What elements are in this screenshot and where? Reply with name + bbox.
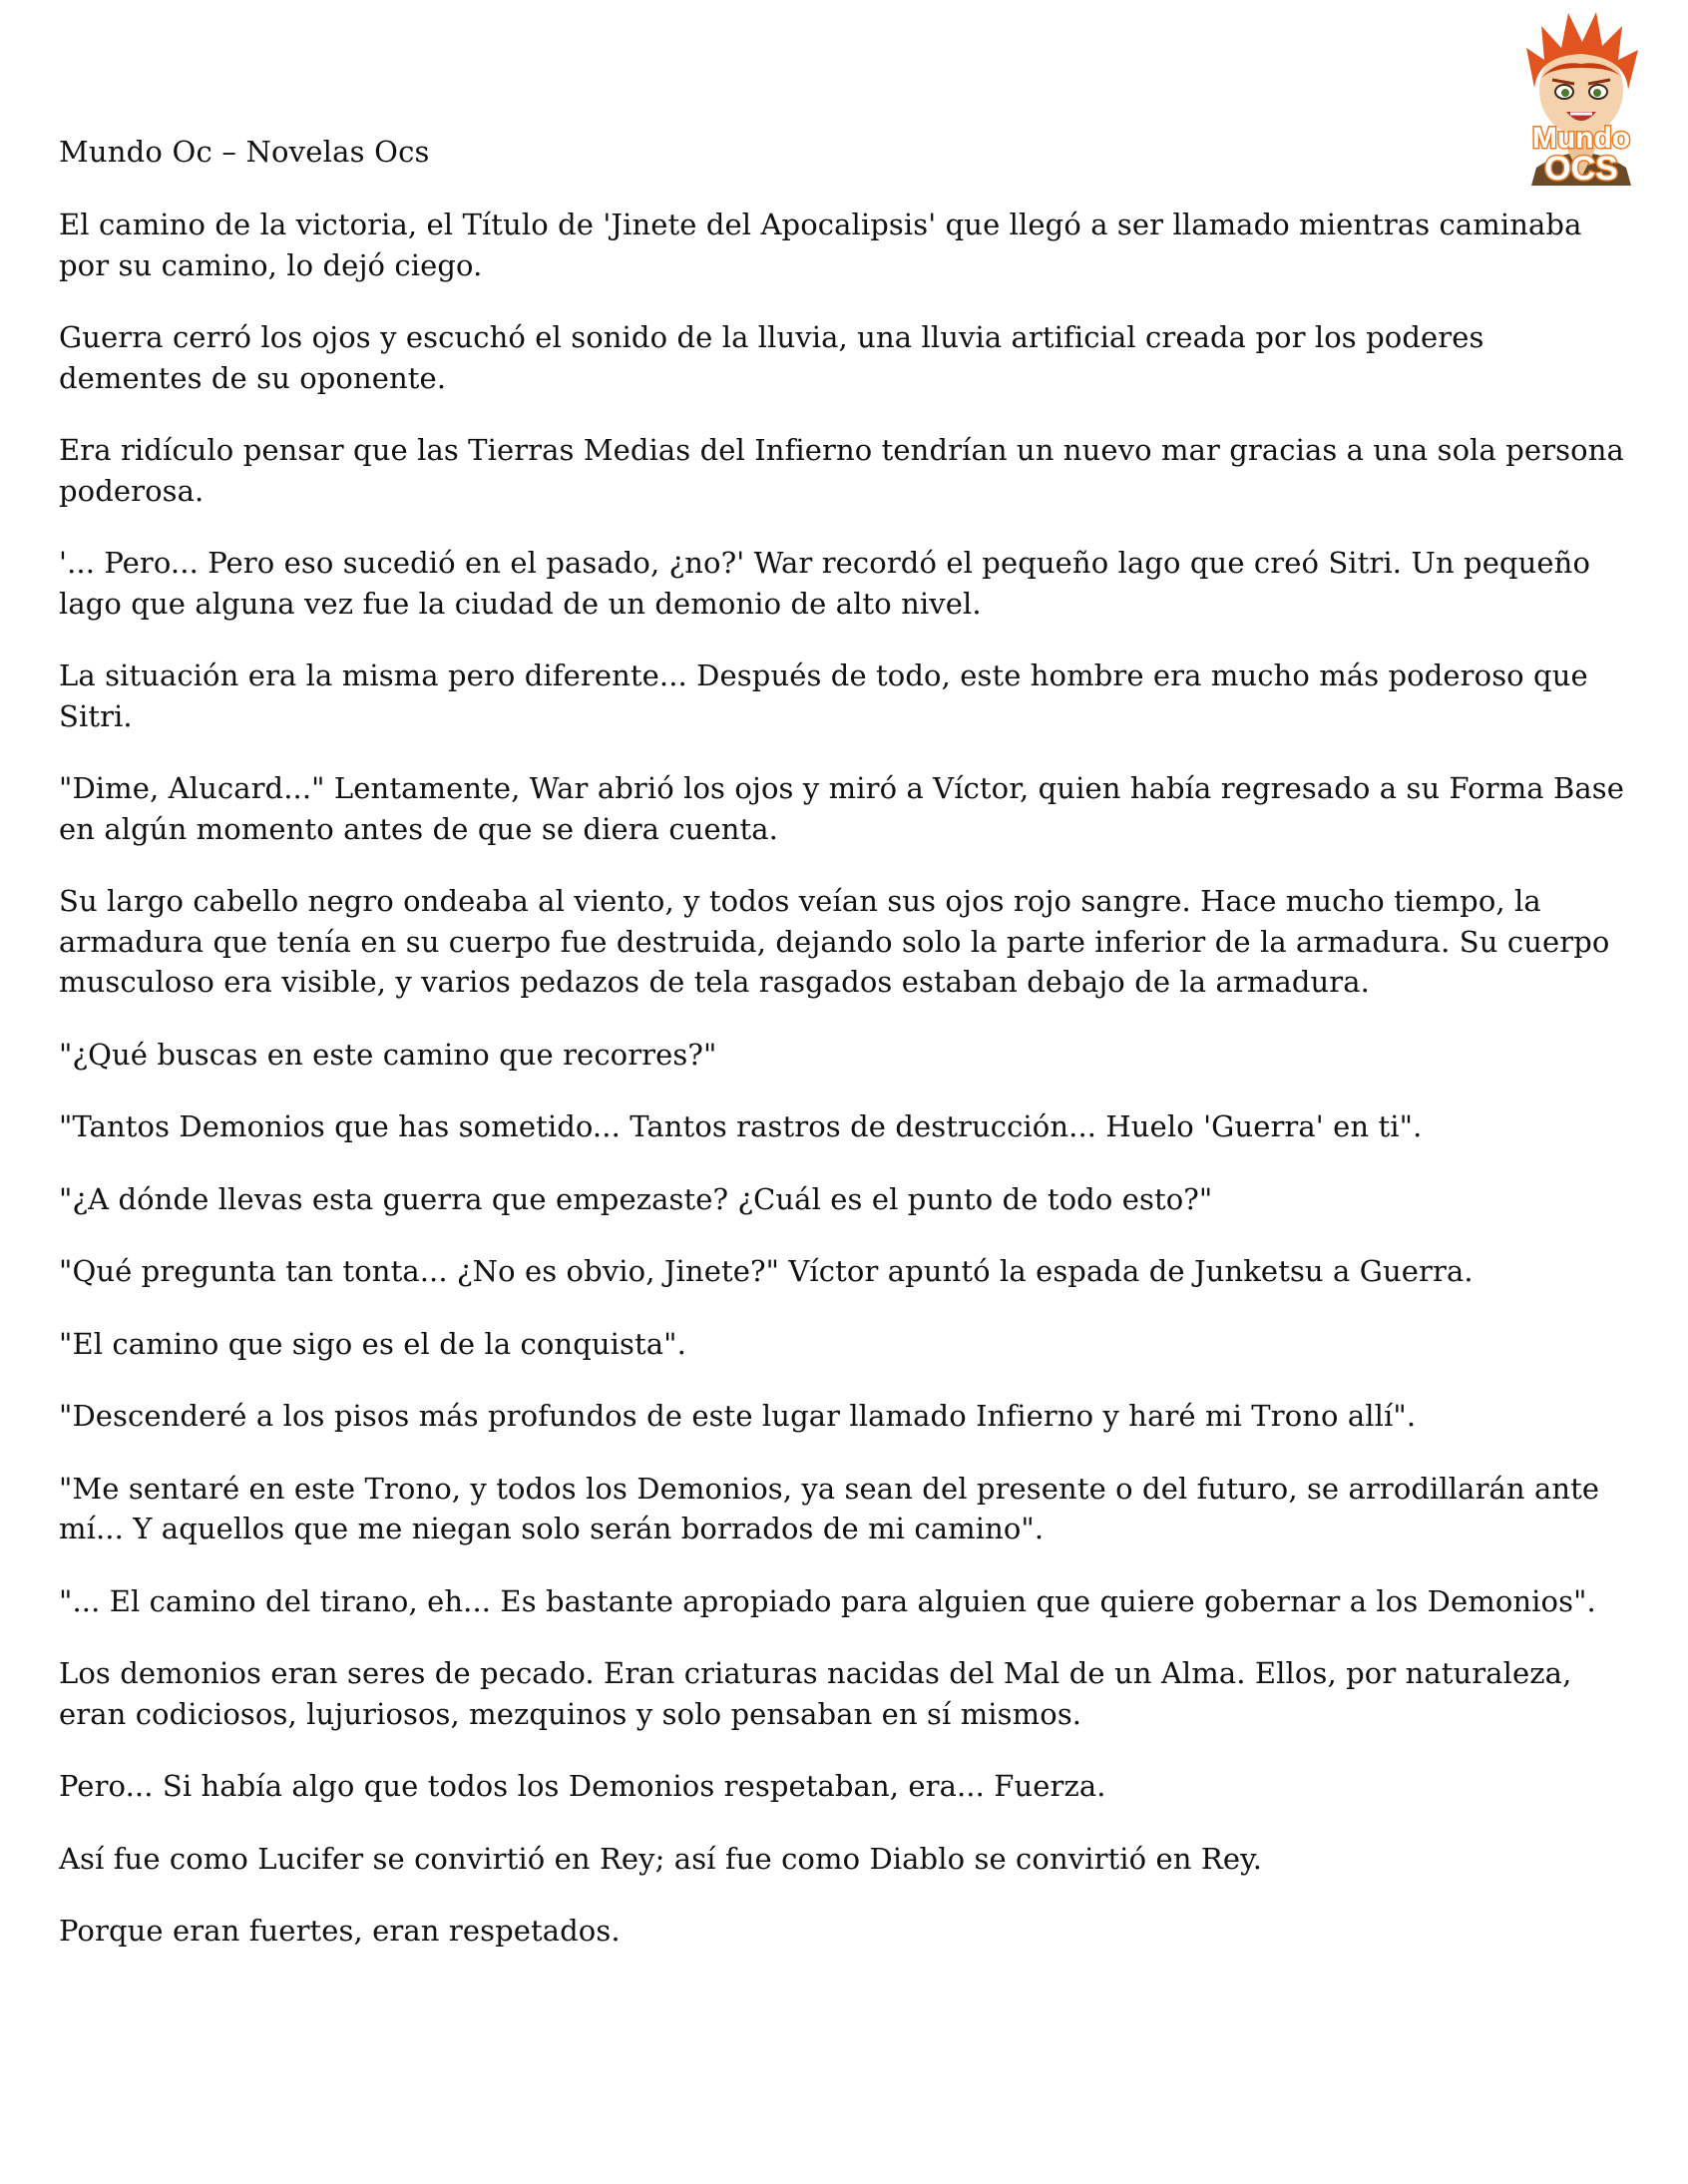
page-header: Mundo Oc – Novelas Ocs xyxy=(59,135,430,169)
paragraph: "Qué pregunta tan tonta... ¿No es obvio, Jinete?" Víctor apuntó la espada de Junketsu a Guerra. xyxy=(59,1254,1474,1288)
mundo-ocs-logo-icon xyxy=(1496,8,1666,186)
document-body xyxy=(59,205,1625,1983)
paragraph: El camino de la victoria, el Título de 'Jinete del Apocalipsis' que llegó a ser llamado mientras caminaba por su camino, lo dejó ciego. xyxy=(59,208,1582,282)
paragraph: "¿A dónde llevas esta guerra que empezaste? ¿Cuál es el punto de todo esto?" xyxy=(59,1181,1213,1216)
paragraph: "Tantos Demonios que has sometido... Tantos rastros de destrucción... Huelo 'Guerra' en ti". xyxy=(59,1109,1423,1143)
paragraph: Así fue como Lucifer se convirtió en Rey; así fue como Diablo se convirtió en Rey. xyxy=(59,1841,1263,1876)
paragraph: "... El camino del tirano, eh... Es bastante apropiado para alguien que quiere gobernar a los Demonios". xyxy=(59,1583,1596,1618)
paragraph: Pero... Si había algo que todos los Demonios respetaban, era... Fuerza. xyxy=(59,1769,1106,1803)
paragraph: "Me sentaré en este Trono, y todos los Demonios, ya sean del presente o del futuro, se arrodillarán ante mí... Y aquellos que me niegan solo serán borrados de mi camino". xyxy=(59,1471,1600,1545)
paragraph: "¿Qué buscas en este camino que recorres?" xyxy=(59,1037,717,1072)
paragraph: Guerra cerró los ojos y escuchó el sonido de la lluvia, una lluvia artificial creada por los poderes dementes de su oponente. xyxy=(59,320,1484,395)
paragraph: '... Pero... Pero eso sucedió en el pasado, ¿no?' War recordó el pequeño lago que creó Sitri. Un pequeño lago que alguna vez fue la ciudad de un demonio de alto nivel. xyxy=(59,546,1591,621)
logo-graphic xyxy=(1496,8,1666,186)
logo-text-top: Mundo xyxy=(1531,122,1631,155)
paragraph: La situación era la misma pero diferente... Después de todo, este hombre era mucho más poderoso que Sitri. xyxy=(59,658,1588,733)
paragraph: Porque eran fuertes, eran respetados. xyxy=(59,1914,621,1948)
paragraph: "El camino que sigo es el de la conquista". xyxy=(59,1326,686,1361)
paragraph: Su largo cabello negro ondeaba al viento, y todos veían sus ojos rojo sangre. Hace mucho tiempo, la armadura que tenía en su cuerpo fue destruida, dejando solo la parte inferior de la armadura. Su cuerpo musculoso era visible, y varios pedazos de tela rasgados estaban debajo de la armadura. xyxy=(59,884,1610,999)
paragraph: Era ridículo pensar que las Tierras Medias del Infierno tendrían un nuevo mar gracias a una sola persona poderosa. xyxy=(59,433,1624,508)
paragraph: "Dime, Alucard..." Lentamente, War abrió los ojos y miró a Víctor, quien había regresado a su Forma Base en algún momento antes de que se diera cuenta. xyxy=(59,771,1625,846)
paragraph: Los demonios eran seres de pecado. Eran criaturas nacidas del Mal de un Alma. Ellos, por naturaleza, eran codiciosos, lujuriosos, mezquinos y solo pensaban en sí mismos. xyxy=(59,1656,1572,1731)
logo-text-bottom: OCS xyxy=(1544,150,1618,186)
paragraph: "Descenderé a los pisos más profundos de este lugar llamado Infierno y haré mi Trono allí". xyxy=(59,1399,1417,1433)
